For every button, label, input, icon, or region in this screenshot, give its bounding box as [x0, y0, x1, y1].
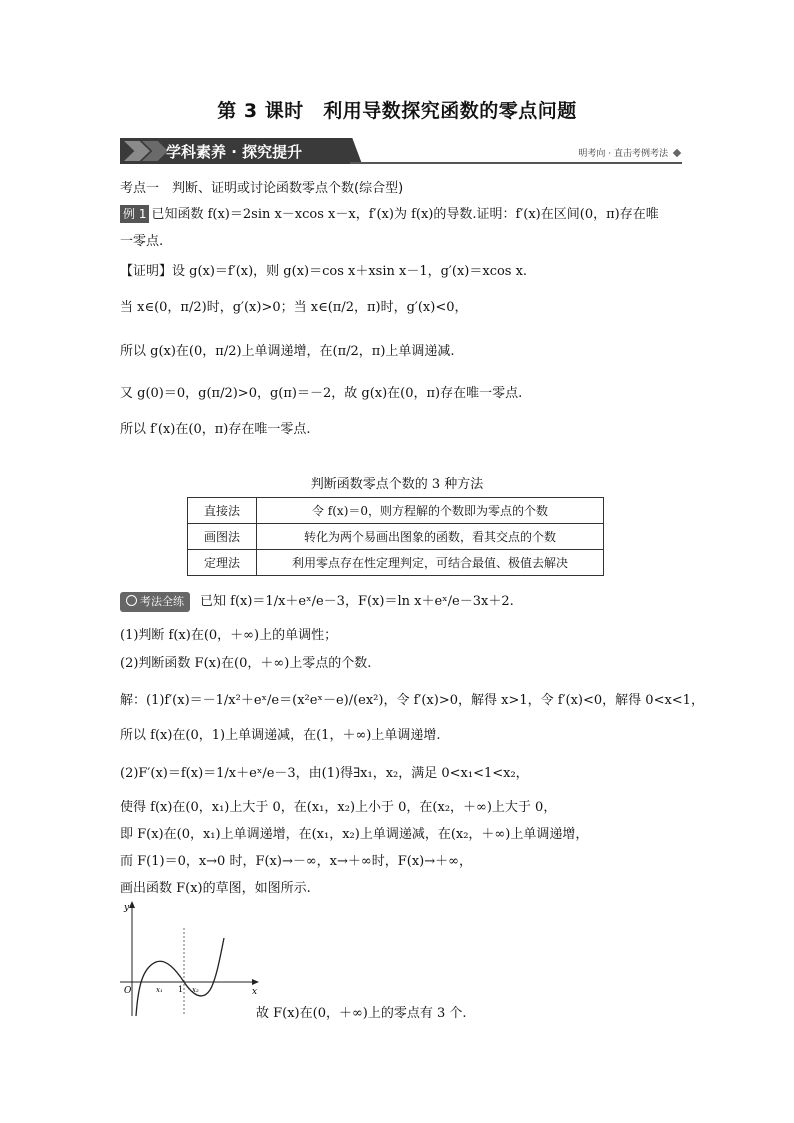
proof-line-4: 又 g(0)＝0，g(π/2)>0，g(π)＝－2，故 g(x)在(0，π)存在唯一零点. [120, 386, 523, 401]
one-label: 1 [178, 985, 184, 994]
page-title: 第 3 课时 利用导数探究函数的零点问题 [217, 100, 577, 122]
question-2: (2)判断函数 F(x)在(0，＋∞)上零点的个数. [120, 656, 372, 671]
proof-line-3: 所以 g(x)在(0，π/2)上单调递增，在(π/2，π)上单调递减. [120, 344, 455, 359]
example-line-1 [120, 205, 659, 224]
y-axis-arrow [129, 901, 135, 908]
banner-rule [350, 162, 682, 164]
example-line-2: 一零点. [120, 234, 164, 249]
solution-line-5: 即 F(x)在(0，x₁)上单调递增，在(x₁，x₂)上单调递减，在(x₂，＋∞)上单调递增， [120, 827, 589, 842]
method-name: 直接法 [188, 498, 257, 524]
practice-problem-line [120, 592, 514, 612]
practice-problem: 已知 f(x)＝1/x＋eˣ/e－3，F(x)＝ln x＋eˣ/e－3x＋2. [200, 594, 514, 609]
table-caption: 判断函数零点个数的 3 种方法 [310, 477, 484, 492]
y-label: y [124, 903, 130, 913]
curve [136, 938, 224, 1016]
practice-tag-label: 考法全练 [140, 595, 184, 608]
table-row [188, 524, 604, 550]
conclusion: 故 F(x)在(0，＋∞)上的零点有 3 个. [256, 1006, 467, 1021]
solution-line-4: 使得 f(x)在(0，x₁)上大于 0，在(x₁，x₂)上小于 0，在(x₂，＋∞)上大于 0， [120, 800, 557, 815]
solution-line-6: 而 F(1)＝0，x→0 时，F(x)→－∞，x→＋∞时，F(x)→＋∞， [120, 854, 472, 869]
solution-line-2: 所以 f(x)在(0，1)上单调递减，在(1，＋∞)上单调递增. [120, 728, 441, 743]
method-name: 定理法 [188, 550, 257, 576]
x1-label: x₁ [156, 986, 163, 994]
example-text-1: 已知函数 f(x)＝2sin x－xcos x－x，f′(x)为 f(x)的导数.证明：f′(x)在区间(0，π)存在唯 [151, 207, 659, 222]
x-label: x [252, 987, 258, 997]
practice-tag [120, 592, 190, 612]
function-sketch [116, 898, 266, 1023]
x2-label: x₂ [192, 986, 199, 994]
section-heading: 考点一 判断、证明或讨论函数零点个数(综合型) [120, 181, 404, 196]
methods-table [187, 497, 604, 576]
x-axis-arrow [252, 979, 259, 985]
solution-line-1: 解：(1)f′(x)＝－1/x²＋eˣ/e＝(x²eˣ－e)/(ex²)，令 f′(x)>0，解得 x>1，令 f′(x)<0，解得 0<x<1， [120, 693, 704, 708]
method-name: 画图法 [188, 524, 257, 550]
example-tag: 例 1 [120, 205, 149, 223]
method-desc: 利用零点存在性定理判定，可结合最值、极值去解决 [257, 550, 604, 576]
proof-line-1: 【证明】设 g(x)＝f′(x)，则 g(x)＝cos x＋xsin x－1，g′(x)＝xcos x. [120, 264, 528, 279]
banner-right-text: 明考向 · 直击考例考法 [578, 149, 668, 159]
section-banner [120, 138, 680, 166]
diamond-icon [673, 149, 681, 157]
solution-line-3: (2)F′(x)＝f(x)＝1/x＋eˣ/e－3，由(1)得∃x₁，x₂，满足 0<x₁<1<x₂， [120, 766, 529, 781]
proof-line-5: 所以 f′(x)在(0，π)存在唯一零点. [120, 422, 311, 437]
banner-label: 学科素养 · 探究提升 [166, 143, 303, 161]
proof-line-2: 当 x∈(0，π/2)时，g′(x)>0；当 x∈(π/2，π)时，g′(x)<0， [120, 300, 468, 315]
check-icon [126, 595, 137, 606]
method-desc: 转化为两个易画出图象的函数，看其交点的个数 [257, 524, 604, 550]
origin-label: O [124, 986, 132, 996]
solution-line-7: 画出函数 F(x)的草图，如图所示. [120, 881, 311, 896]
table-row [188, 550, 604, 576]
question-1: (1)判断 f(x)在(0，＋∞)上的单调性； [120, 628, 338, 643]
method-desc: 令 f(x)＝0，则方程解的个数即为零点的个数 [257, 498, 604, 524]
table-row [188, 498, 604, 524]
